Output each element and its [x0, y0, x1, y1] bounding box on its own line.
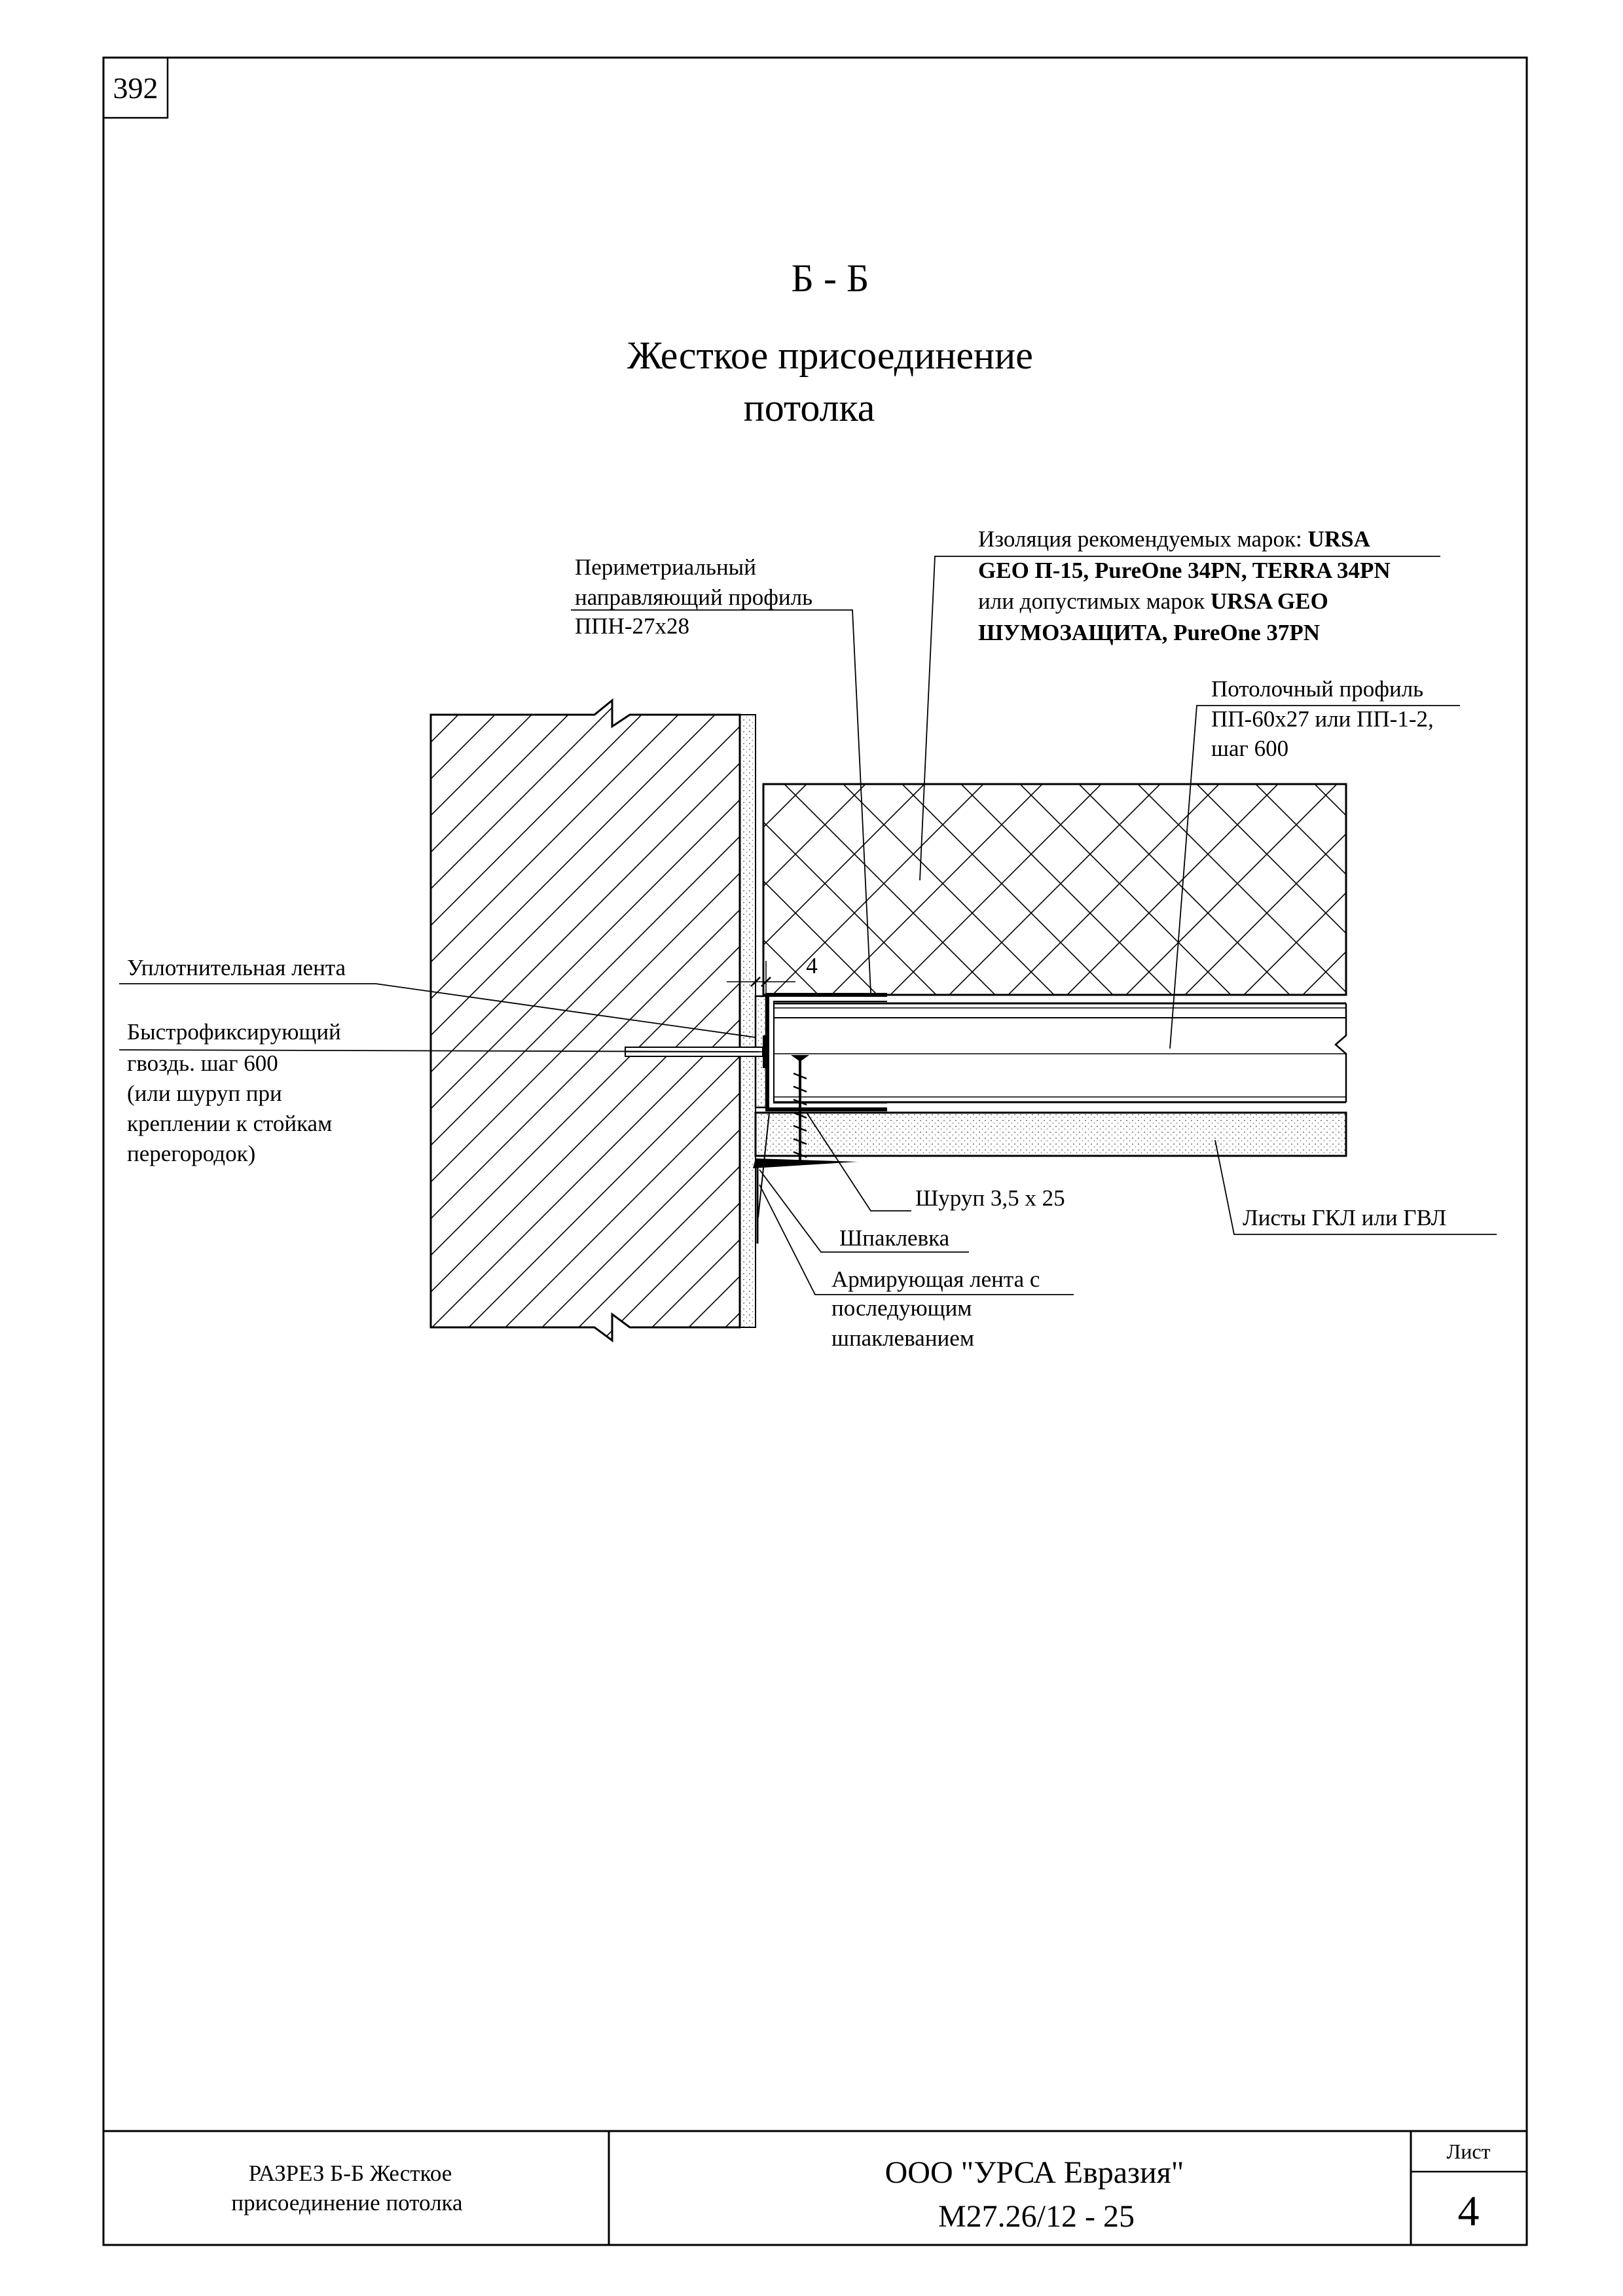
svg-text:шаг 600: шаг 600	[1211, 736, 1289, 761]
wall-section	[431, 700, 740, 1340]
insulation-block	[763, 784, 1346, 995]
svg-text:Листы ГКЛ или ГВЛ: Листы ГКЛ или ГВЛ	[1243, 1205, 1447, 1230]
page-number: 392	[113, 71, 158, 105]
svg-text:креплении к стойкам: креплении к стойкам	[127, 1111, 333, 1136]
svg-text:Шуруп 3,5 х 25: Шуруп 3,5 х 25	[915, 1185, 1065, 1211]
svg-text:направляющий профиль: направляющий профиль	[575, 584, 813, 610]
svg-text:перегородок): перегородок)	[127, 1141, 256, 1166]
svg-text:Армирующая лента с: Армирующая лента с	[831, 1266, 1040, 1292]
title-block-sheet-number: 4	[1457, 2187, 1480, 2235]
callout-reinforcing-tape	[831, 1266, 1040, 1351]
svg-text:Уплотнительная лента: Уплотнительная лента	[127, 955, 346, 980]
svg-text:Периметриальный: Периметриальный	[575, 554, 756, 580]
svg-text:ШУМОЗАЩИТА, PureOne 37PN: ШУМОЗАЩИТА, PureOne 37PN	[978, 620, 1321, 645]
perimeter-profile	[767, 995, 887, 1109]
callout-screw	[915, 1185, 1065, 1211]
svg-text:гвоздь. шаг 600: гвоздь. шаг 600	[127, 1050, 278, 1076]
callout-gkl-sheets	[1243, 1205, 1446, 1230]
title-block-section-name-1: РАЗРЕЗ Б-Б Жесткое	[248, 2161, 452, 2186]
callout-perimeter-profile	[575, 554, 812, 639]
callout-putty	[839, 1225, 950, 1251]
ceiling-profile	[774, 1003, 1346, 1102]
svg-text:ППН-27х28: ППН-27х28	[575, 613, 689, 639]
svg-text:последующим: последующим	[831, 1295, 972, 1321]
svg-text:ПП-60х27 или ПП-1-2,: ПП-60х27 или ПП-1-2,	[1211, 706, 1434, 732]
title-line-1: Жесткое присоединение	[627, 334, 1033, 377]
svg-text:Потолочный профиль: Потолочный профиль	[1211, 676, 1424, 702]
svg-text:4: 4	[806, 953, 818, 978]
title-block-section-name-2: присоединение потолка	[231, 2190, 463, 2215]
section-mark: Б - Б	[791, 257, 869, 300]
callout-insulation	[978, 526, 1391, 645]
wall-plaster	[740, 715, 756, 1327]
svg-text:GEO П-15, PureOne 34PN, TERRA: GEO П-15, PureOne 34PN, TERRA 34PN	[978, 558, 1391, 583]
gypsum-board	[756, 1113, 1346, 1156]
title-block-company: ООО "УРСА Евразия"	[884, 2155, 1184, 2190]
title-block-sheet-label: Лист	[1446, 2140, 1491, 2163]
svg-text:Изоляция рекомендуемых марок:: Изоляция рекомендуемых марок: URSA	[978, 526, 1370, 552]
callout-sealing-tape	[127, 955, 346, 980]
title-block-doc-code: М27.26/12 - 25	[938, 2199, 1135, 2234]
svg-text:шпаклеванием: шпаклеванием	[831, 1325, 974, 1351]
svg-text:или допустимых марок URSA GEO: или допустимых марок URSA GEO	[978, 588, 1328, 614]
callout-nail	[127, 1019, 341, 1166]
callout-ceiling-profile	[1211, 676, 1434, 761]
title-line-2: потолка	[743, 386, 875, 429]
svg-text:(или шуруп при: (или шуруп при	[127, 1081, 282, 1106]
svg-text:Шпаклевка: Шпаклевка	[839, 1225, 950, 1251]
title-block	[103, 2131, 1527, 2245]
svg-text:Быстрофиксирующий: Быстрофиксирующий	[127, 1019, 341, 1045]
